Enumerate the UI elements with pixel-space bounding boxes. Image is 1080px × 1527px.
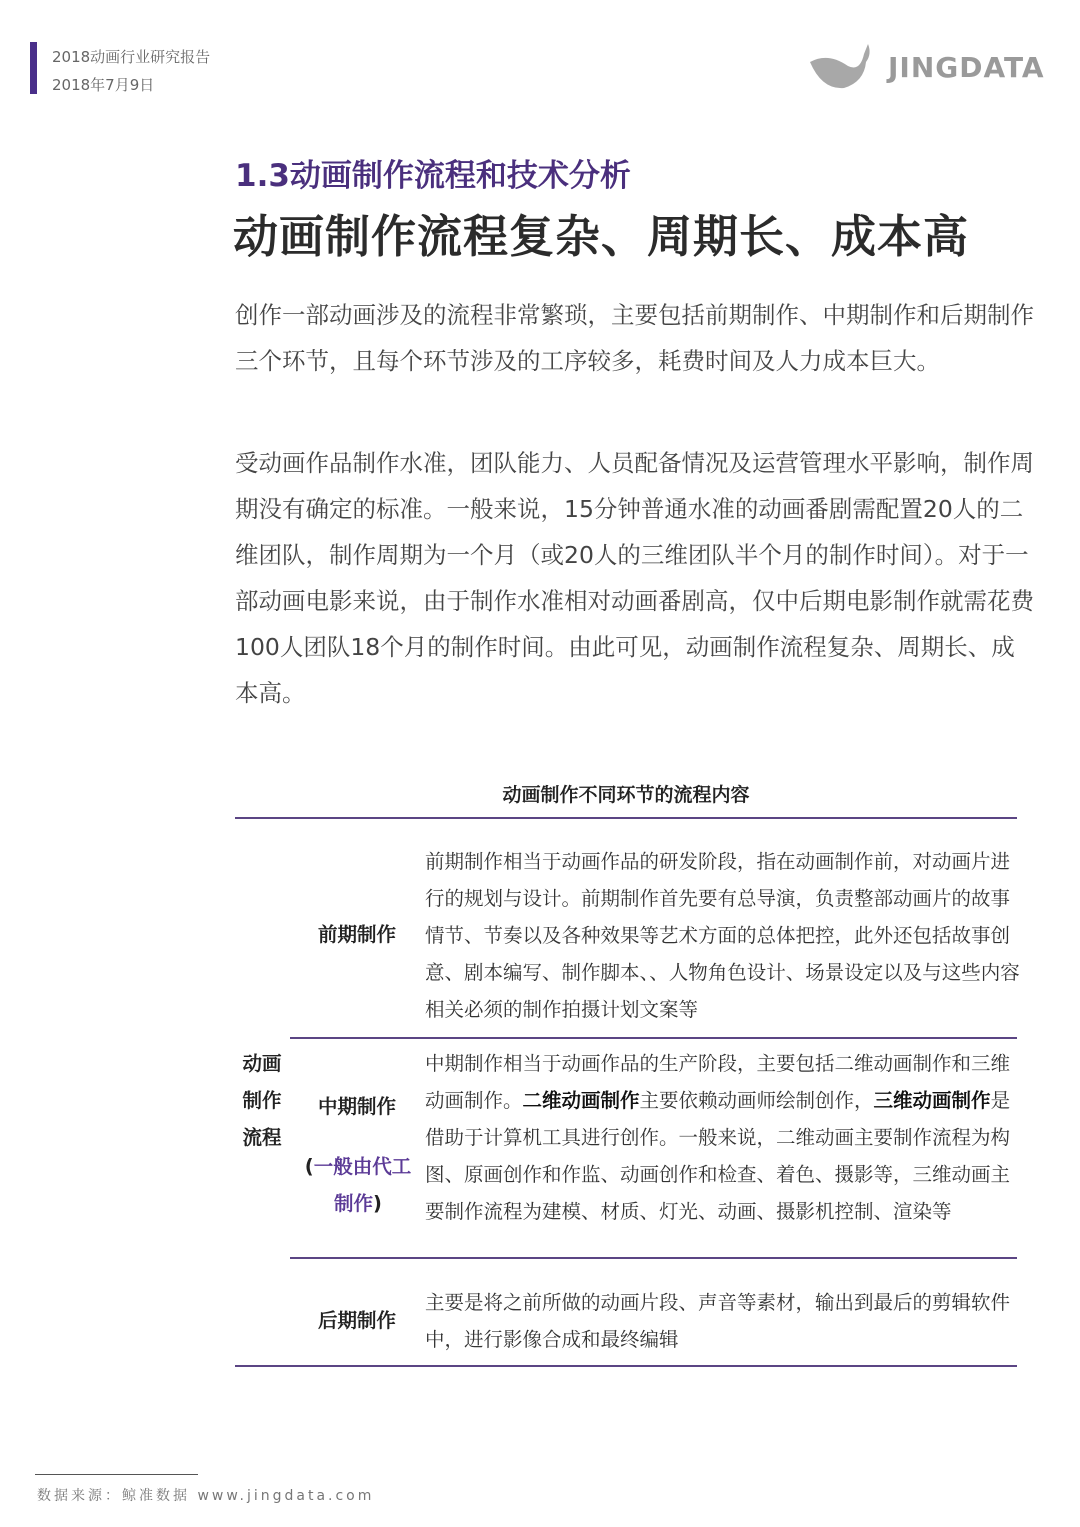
stage-label: 后期制作 bbox=[317, 1309, 396, 1332]
text: 是借助于计算机工具进行创作。一般来说，二维动画主要制作流程为构图、原画创作和作监、动画创作和检查、着色、摄影等，三维动画主要制作流程为建模、材质、灯光、动画、摄影机控制、渲染等 bbox=[425, 1089, 1011, 1223]
report-date: 2018年7月9日 bbox=[52, 76, 155, 94]
paren: ( bbox=[304, 1155, 314, 1178]
group-label-line: 流程 bbox=[242, 1126, 282, 1149]
stage-description bbox=[425, 1045, 1023, 1230]
table-divider bbox=[290, 1257, 1017, 1259]
paren: ) bbox=[373, 1192, 382, 1215]
text: 中期制作相当于动画作品的生产阶段，主要包括二维动画制作和三维动画制作。 bbox=[425, 1052, 1011, 1112]
outsourced-note: 一般由代工制作 bbox=[313, 1155, 412, 1215]
text: 主要依赖动画师绘制创作， bbox=[639, 1089, 874, 1112]
table-divider bbox=[235, 1365, 1017, 1367]
paragraph: 创作一部动画涉及的流程非常繁琐，主要包括前期制作、中期制作和后期制作三个环节，且每个环节涉及的工序较多，耗费时间及人力成本巨大。 bbox=[235, 301, 1034, 375]
table-divider bbox=[290, 1037, 1017, 1039]
stage-note bbox=[296, 1148, 420, 1222]
footer-divider bbox=[35, 1474, 198, 1475]
page-headline: 动画制作流程复杂、周期长、成本高 bbox=[233, 210, 970, 263]
group-label bbox=[236, 1045, 288, 1156]
header-accent-bar bbox=[30, 42, 37, 94]
whale-icon bbox=[808, 42, 874, 92]
report-title: 2018动画行业研究报告 bbox=[52, 48, 211, 66]
bold-term: 三维动画制作 bbox=[873, 1089, 991, 1112]
jingdata-logo bbox=[808, 42, 1045, 92]
stage-description: 前期制作相当于动画作品的研发阶段，指在动画制作前，对动画片进行的规划与设计。前期制作首先要有总导演，负责整部动画片的故事情节、节奏以及各种效果等艺术方面的总体把控，此外还包括故事创意、剧本编写、制作脚本、、人物角色设计、场景设定以及与这些内容相关必须的制作拍摄计划文案等 bbox=[425, 850, 1020, 1021]
group-label-line: 制作 bbox=[242, 1089, 282, 1112]
stage-label: 中期制作 bbox=[317, 1095, 396, 1118]
table-divider bbox=[235, 817, 1017, 819]
stage-label: 前期制作 bbox=[317, 923, 396, 946]
data-source: 数据来源：鲸准数据 www.jingdata.com bbox=[37, 1488, 375, 1504]
group-label-line: 动画 bbox=[242, 1052, 282, 1075]
stage-description: 主要是将之前所做的动画片段、声音等素材，输出到最后的剪辑软件中，进行影像合成和最终编辑 bbox=[425, 1291, 1011, 1351]
table-title: 动画制作不同环节的流程内容 bbox=[502, 784, 750, 806]
bold-term: 二维动画制作 bbox=[522, 1089, 640, 1112]
section-heading: 1.3动画制作流程和技术分析 bbox=[235, 158, 631, 194]
paragraph: 受动画作品制作水准，团队能力、人员配备情况及运营管理水平影响，制作周期没有确定的标准。一般来说，15分钟普通水准的动画番剧需配置20人的二维团队，制作周期为一个月（或20人的三维团队半个月的制作时间）。对于一部动画电影来说，由于制作水准相对动画番剧高，仅中后期电影制作就需花费100人团队18个月的制作时间。由此可见，动画制作流程复杂、周期长、成本高。 bbox=[235, 449, 1034, 707]
logo-text: JINGDATA bbox=[888, 50, 1045, 84]
